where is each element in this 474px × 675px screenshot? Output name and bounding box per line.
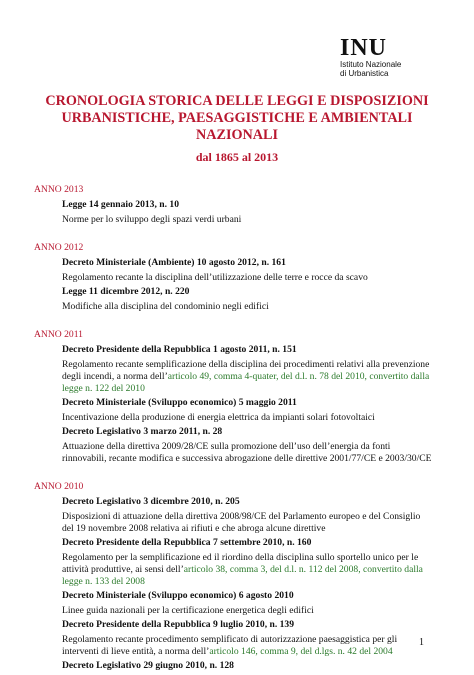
title-line-3: NAZIONALI [196,127,278,143]
title-line-2: URBANISTICHE, PAESAGGISTICHE E AMBIENTALI [61,110,413,126]
year-heading: ANNO 2012 [34,242,84,253]
description-text: Regolamento recante semplificazione della disciplina dei procedimenti relativi alla prevenzione degli incendi, a norma dell’ [62,359,430,382]
description-text: Modifiche alla disciplina del condominio negli edifici [62,301,269,312]
inu-logo [340,36,426,78]
law-description [62,441,434,465]
law-entry [62,397,434,424]
law-description [62,511,434,535]
law-description [62,359,434,395]
law-entry [62,199,434,226]
chronology-list [34,184,434,675]
law-reference-link[interactable]: articolo 49, comma 4-quater, del d.l. n. 78 del 2010, convertito dalla legge n. 122 del 2010 [62,371,430,394]
law-entry [62,257,434,284]
law-title: Decreto Ministeriale (Sviluppo economico) 5 maggio 2011 [62,397,297,408]
law-title: Decreto Legislativo 3 marzo 2011, n. 28 [62,426,223,437]
description-text: Regolamento per la semplificazione ed il riordino della disciplina sullo sportello unico per le attività produttive, ai sensi dell’ [62,552,419,575]
law-description [62,272,434,284]
year-heading: ANNO 2013 [34,184,84,195]
document-title [0,93,474,165]
law-title: Decreto Ministeriale (Ambiente) 10 agosto 2012, n. 161 [62,257,286,268]
law-entry [62,426,434,465]
law-title: Decreto Presidente della Repubblica 7 settembre 2010, n. 160 [62,537,312,548]
logo-line-1: Istituto Nazionale [340,60,402,69]
description-text: Linee guida nazionali per la certificazione energetica degli edifici [62,605,314,616]
law-title: Decreto Legislativo 3 dicembre 2010, n. 205 [62,496,240,507]
description-text: Regolamento recante la disciplina dell’utilizzazione delle terre e rocce da scavo [62,272,368,283]
description-text: Norme per lo sviluppo degli spazi verdi urbani [62,214,242,225]
year-heading: ANNO 2010 [34,481,84,492]
law-title: Legge 14 gennaio 2013, n. 10 [62,199,179,210]
document-subtitle: dal 1865 al 2013 [195,150,279,164]
law-title: Decreto Ministeriale (Sviluppo economico) 6 agosto 2010 [62,590,294,601]
law-entry [62,660,434,672]
description-text: Regolamento recante procedimento semplificato di autorizzazione paesaggistica per gli interventi di lieve entità, a norma dell’ [62,634,398,657]
law-description [62,214,434,226]
year-heading: ANNO 2011 [34,329,83,340]
description-text: Disposizioni di attuazione della direttiva 2008/98/CE del Parlamento europeo e del Consiglio del 19 novembre 2008 relativa ai rifiuti e che abroga alcune direttive [62,511,421,534]
law-entry [62,496,434,535]
law-entry [62,590,434,617]
description-text: Attuazione della direttiva 2009/28/CE sulla promozione dell’uso dell’energia da fonti rinnovabili, recante modifica e successiva abrogazione delle direttive 2001/77/CE e 2003/30/CE [62,441,432,464]
law-title: Decreto Legislativo 29 giugno 2010, n. 128 [62,660,234,671]
title-line-1: CRONOLOGIA STORICA DELLE LEGGI E DISPOSIZIONI [45,93,429,109]
law-description [62,412,434,424]
logo-line-2: di Urbanistica [340,69,389,78]
law-reference-link[interactable]: articolo 146, comma 9, del d.lgs. n. 42 del 2004 [209,646,393,657]
law-entry [62,619,434,658]
law-title: Decreto Presidente della Repubblica 9 luglio 2010, n. 139 [62,619,295,630]
law-description [62,301,434,313]
law-description [62,634,434,658]
law-description [62,552,434,588]
law-entry [62,344,434,395]
page-number: 1 [419,637,424,648]
law-reference-link[interactable]: articolo 38, comma 3, del d.l. n. 112 del 2008, convertito dalla legge n. 133 del 2008 [62,564,423,587]
law-entry [62,286,434,313]
description-text: Incentivazione della produzione di energia elettrica da impianti solari fotovoltaici [62,412,375,423]
law-title: Legge 11 dicembre 2012, n. 220 [62,286,190,297]
logo-mark: INU [340,35,388,61]
law-description [62,605,434,617]
law-title: Decreto Presidente della Repubblica 1 agosto 2011, n. 151 [62,344,297,355]
law-entry [62,537,434,588]
